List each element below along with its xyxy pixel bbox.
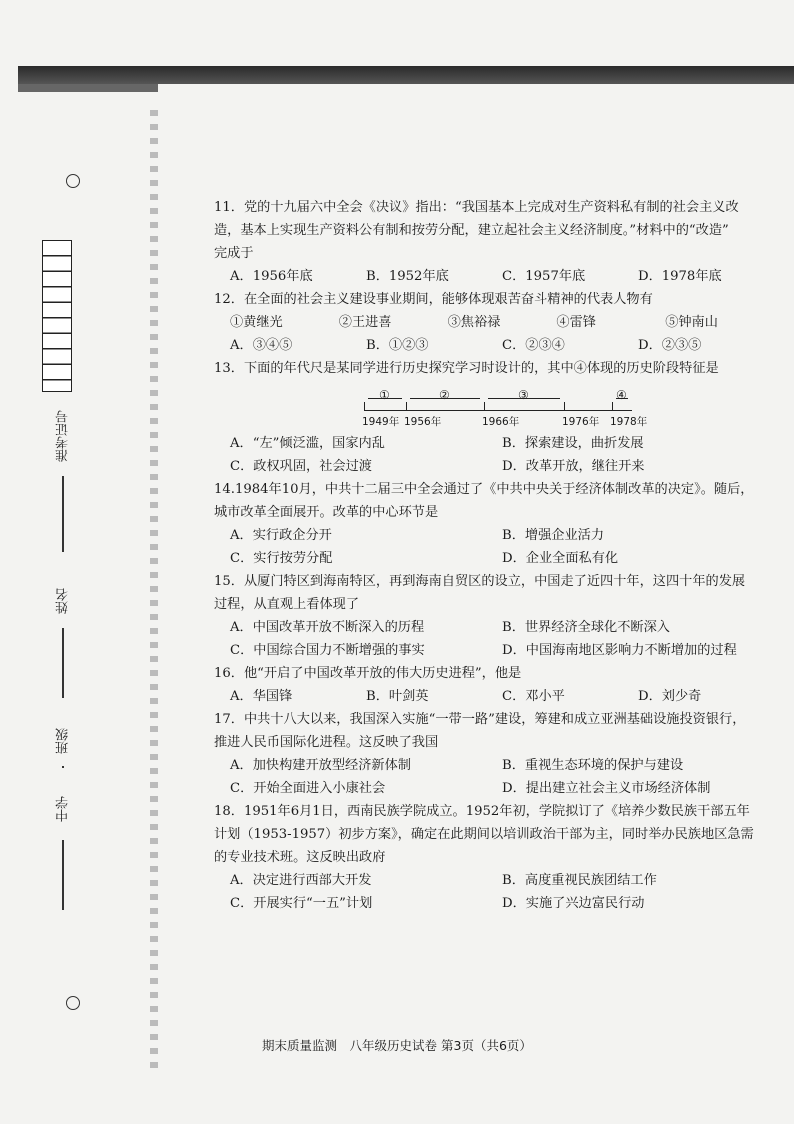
question-stem-line: 推进人民币国际化进程。这反映了我国 bbox=[214, 735, 439, 750]
answer-option[interactable]: A．1956年底 bbox=[230, 269, 313, 284]
school-underline bbox=[62, 840, 64, 910]
question-stem-line: 城市改革全面展开。改革的中心环节是 bbox=[214, 505, 439, 520]
class-underline bbox=[62, 766, 64, 768]
timeline-mark: ② bbox=[439, 388, 450, 402]
timeline-year: 1966年 bbox=[482, 416, 520, 428]
options-row bbox=[214, 777, 774, 800]
options-row bbox=[214, 616, 774, 639]
answer-option[interactable]: D．企业全面私有化 bbox=[502, 551, 619, 566]
timeline-ruler bbox=[214, 384, 774, 428]
question-stem-line: 造，基本上实现生产资料公有制和按劳分配，建立起社会主义经济制度。”材料中的“改造” bbox=[214, 223, 729, 238]
answer-option[interactable]: B．重视生态环境的保护与建设 bbox=[502, 758, 684, 773]
answer-option[interactable]: B．叶剑英 bbox=[366, 689, 429, 704]
question-stem-line: 13．下面的年代尺是某同学进行历史探究学习时设计的，其中④体现的历史阶段特征是 bbox=[214, 361, 719, 376]
timeline-tick bbox=[564, 402, 565, 410]
options-row bbox=[214, 455, 774, 478]
options-row bbox=[214, 685, 774, 708]
question-18 bbox=[214, 800, 774, 915]
answer-option[interactable]: B．高度重视民族团结工作 bbox=[502, 873, 657, 888]
timeline-mark: ① bbox=[379, 388, 390, 402]
answer-option[interactable]: D．刘少奇 bbox=[638, 689, 702, 704]
question-stem-line: 16．他“开启了中国改革开放的伟大历史进程”，他是 bbox=[214, 666, 522, 681]
options-row bbox=[214, 334, 774, 357]
question-stem-line: 17．中共十八大以来，我国深入实施“一带一路”建设，筹建和成立亚洲基础设施投资银行， bbox=[214, 712, 746, 727]
options-row bbox=[214, 639, 774, 662]
question-13 bbox=[214, 357, 774, 478]
question-14 bbox=[214, 478, 774, 570]
options-row bbox=[214, 754, 774, 777]
answer-option[interactable]: B．①②③ bbox=[366, 338, 429, 353]
top-band-notch bbox=[18, 84, 158, 92]
page-footer: 期末质量监测 八年级历史试卷 第3页（共6页） bbox=[262, 1038, 532, 1053]
timeline-year: 1976年 bbox=[562, 416, 600, 428]
timeline-year: 1949年 bbox=[362, 416, 400, 428]
answer-option[interactable]: A．加快构建开放型经济新体制 bbox=[230, 758, 411, 773]
question-stem-line: 11．党的十九届六中全会《决议》指出：“我国基本上完成对生产资料私有制的社会主义改 bbox=[214, 200, 739, 215]
question-stem-line: 计划（1953-1957）初步方案》，确定在此期间以培训政治干部为主，同时举办民族地区急需 bbox=[214, 827, 754, 842]
answer-option[interactable]: B．世界经济全球化不断深入 bbox=[502, 620, 670, 635]
top-binding-band bbox=[18, 66, 794, 84]
name-label: 姓名 bbox=[56, 588, 71, 614]
exam-id-boxes bbox=[42, 240, 72, 392]
answer-option[interactable]: D．实施了兴边富民行动 bbox=[502, 896, 645, 911]
answer-option[interactable]: A．华国锋 bbox=[230, 689, 293, 704]
exam-id-underline bbox=[62, 476, 64, 552]
name-underline bbox=[62, 628, 64, 698]
answer-option[interactable]: C．②③④ bbox=[502, 338, 565, 353]
timeline-tick bbox=[406, 402, 407, 410]
timeline-year: 1978年 bbox=[610, 416, 648, 428]
answer-option[interactable]: B．1952年底 bbox=[366, 269, 449, 284]
question-stem-line: 过程，从直观上看体现了 bbox=[214, 597, 360, 612]
answer-option[interactable]: D．提出建立社会主义市场经济体制 bbox=[502, 781, 711, 796]
timeline-year: 1956年 bbox=[404, 416, 442, 428]
question-17 bbox=[214, 708, 774, 800]
question-15 bbox=[214, 570, 774, 662]
binding-hole-top bbox=[66, 174, 80, 188]
question-stem-line: 14.1984年10月，中共十二届三中全会通过了《中共中央关于经济体制改革的决定》。随后， bbox=[214, 482, 754, 497]
question-list bbox=[214, 196, 774, 915]
question-11 bbox=[214, 196, 774, 288]
answer-option[interactable]: D．②③⑤ bbox=[638, 338, 702, 353]
answer-option[interactable]: B．增强企业活力 bbox=[502, 528, 605, 543]
answer-option[interactable]: C．1957年底 bbox=[502, 269, 586, 284]
school-label: 中学 bbox=[56, 796, 71, 822]
question-12 bbox=[214, 288, 774, 357]
answer-option[interactable]: D．中国海南地区影响力不断增加的过程 bbox=[502, 643, 737, 658]
answer-option[interactable]: C．开展实行“一五”计划 bbox=[230, 896, 373, 911]
class-label: 班级 bbox=[56, 728, 71, 754]
options-row bbox=[214, 892, 774, 915]
sub-item: ①黄继光 bbox=[230, 315, 283, 330]
question-16 bbox=[214, 662, 774, 708]
timeline-tick bbox=[364, 402, 365, 410]
binding-hole-bottom bbox=[66, 996, 80, 1010]
question-stem-line: 15．从厦门特区到海南特区，再到海南自贸区的设立，中国走了近四十年，这四十年的发展 bbox=[214, 574, 746, 589]
options-row bbox=[214, 547, 774, 570]
sub-item: ④雷锋 bbox=[556, 315, 596, 330]
answer-option[interactable]: A．“左”倾泛滥，国家内乱 bbox=[230, 436, 385, 451]
answer-option[interactable]: C．开始全面进入小康社会 bbox=[230, 781, 386, 796]
answer-option[interactable]: D．1978年底 bbox=[638, 269, 722, 284]
question-stem-line: 完成于 bbox=[214, 246, 254, 261]
answer-option[interactable]: C．邓小平 bbox=[502, 689, 565, 704]
timeline-tick bbox=[484, 402, 485, 410]
binding-line bbox=[150, 110, 158, 1070]
timeline-mark: ④ bbox=[616, 388, 627, 402]
sub-item: ⑤钟南山 bbox=[665, 315, 718, 330]
question-stem-line: 18．1951年6月1日，西南民族学院成立。1952年初，学院拟订了《培养少数民族干部五年 bbox=[214, 804, 750, 819]
timeline-mark: ③ bbox=[518, 388, 529, 402]
question-stem-line: 的专业技术班。这反映出政府 bbox=[214, 850, 386, 865]
timeline-tick bbox=[612, 402, 613, 410]
answer-option[interactable]: C．实行按劳分配 bbox=[230, 551, 333, 566]
options-row bbox=[214, 869, 774, 892]
question-stem-line: 12．在全面的社会主义建设事业期间，能够体现艰苦奋斗精神的代表人物有 bbox=[214, 292, 653, 307]
answer-option[interactable]: C．中国综合国力不断增强的事实 bbox=[230, 643, 425, 658]
answer-option[interactable]: B．探索建设，曲折发展 bbox=[502, 436, 644, 451]
options-row bbox=[214, 524, 774, 547]
exam-id-label: 准考证号 bbox=[56, 410, 71, 462]
answer-option[interactable]: A．③④⑤ bbox=[230, 338, 293, 353]
sub-item: ②王进喜 bbox=[338, 315, 392, 330]
answer-option[interactable]: A．实行政企分开 bbox=[230, 528, 332, 543]
answer-option[interactable]: A．决定进行西部大开发 bbox=[230, 873, 372, 888]
answer-option[interactable]: A．中国改革开放不断深入的历程 bbox=[230, 620, 425, 635]
options-row bbox=[214, 265, 774, 288]
sub-item: ③焦裕禄 bbox=[447, 315, 501, 330]
answer-option[interactable]: C．政权巩固，社会过渡 bbox=[230, 459, 372, 474]
options-row bbox=[214, 432, 774, 455]
answer-option[interactable]: D．改革开放，继往开来 bbox=[502, 459, 645, 474]
question-sub-items bbox=[214, 311, 774, 334]
